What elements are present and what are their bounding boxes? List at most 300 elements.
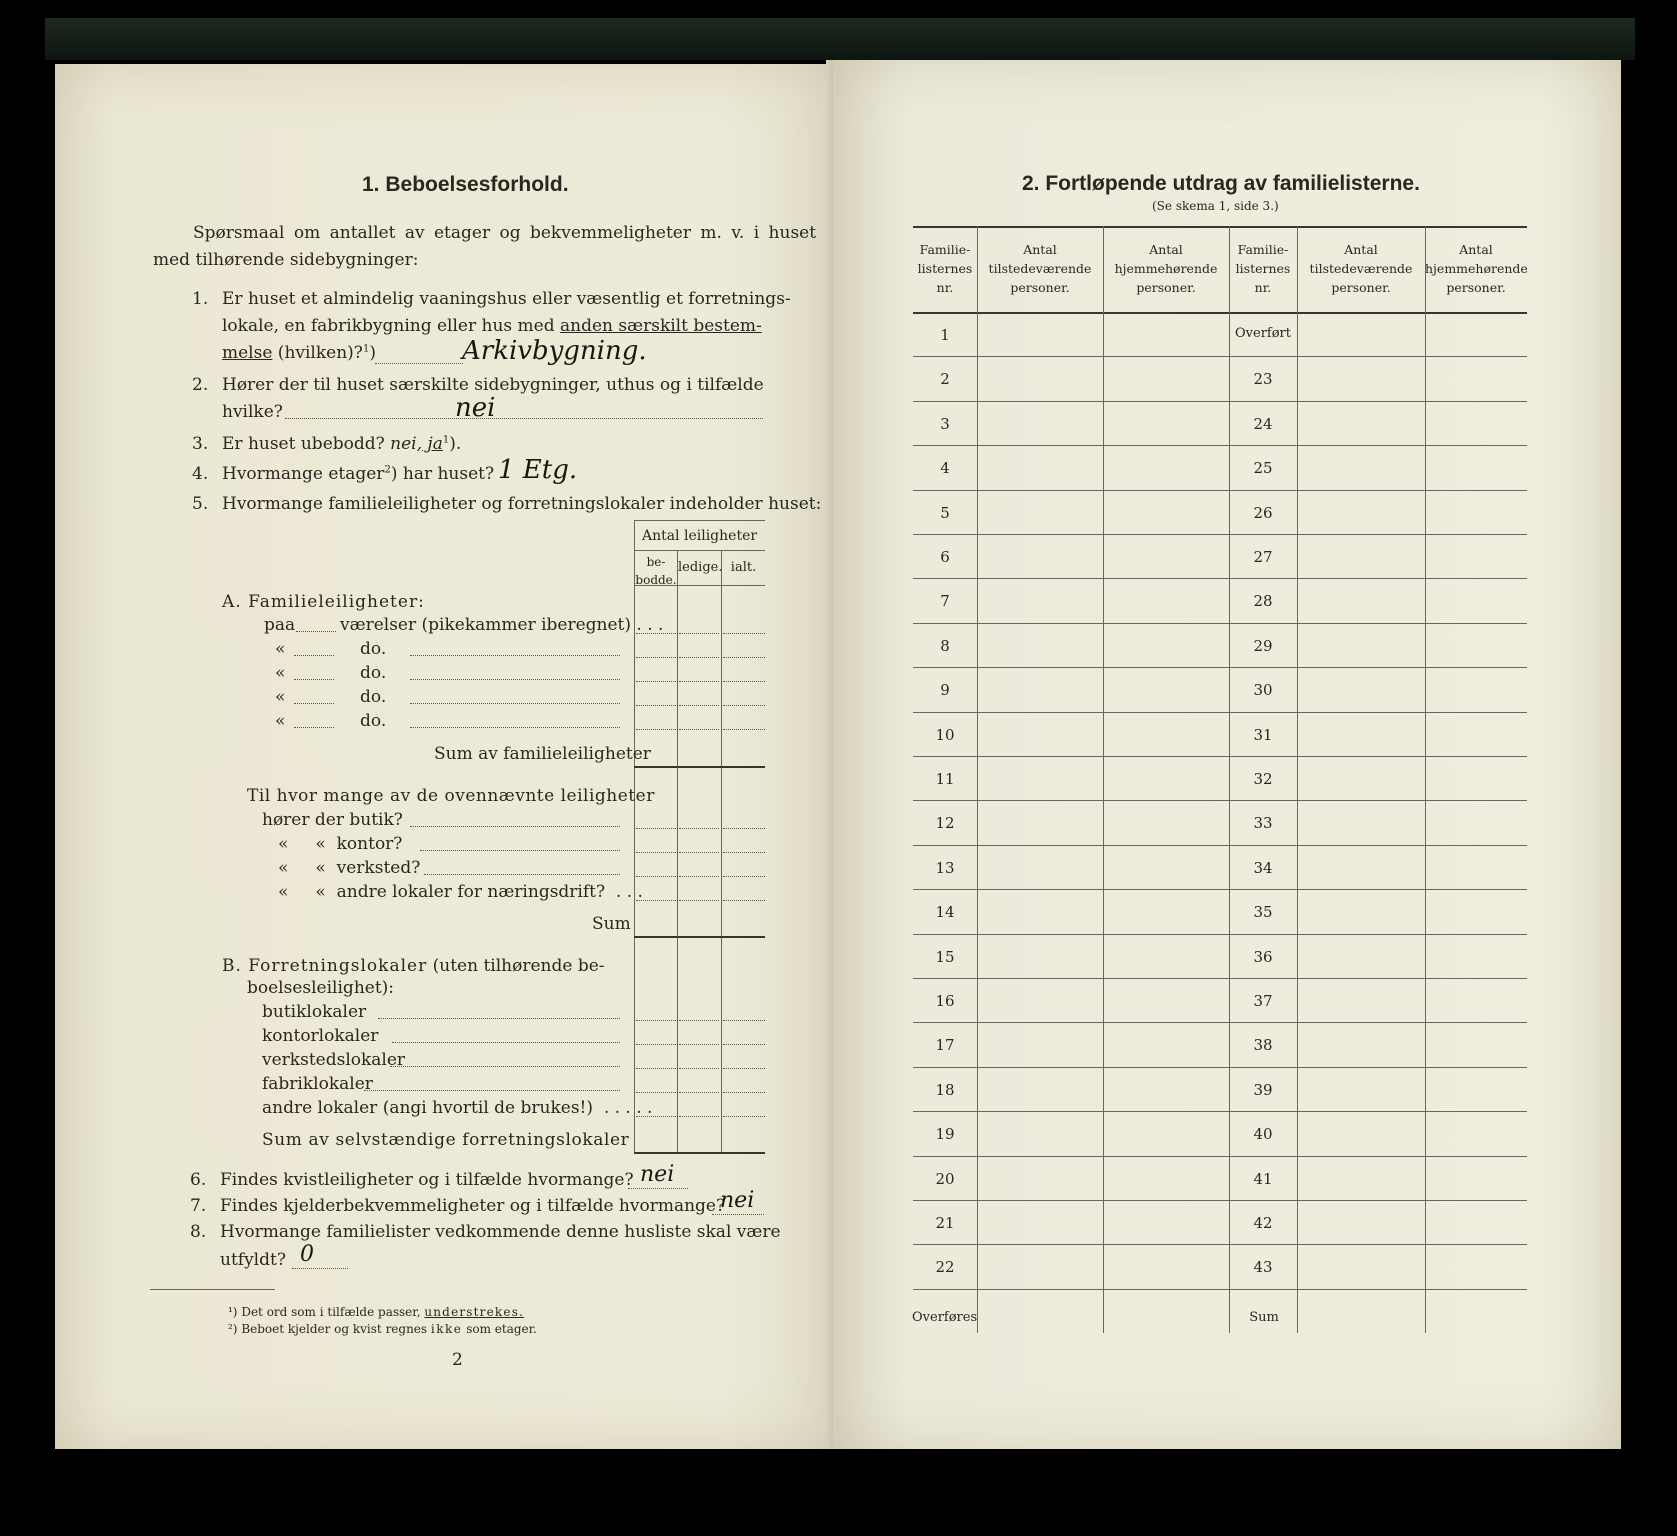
q8-number: 8.	[190, 1222, 207, 1242]
partA-title: A. Familieleiligheter:	[222, 592, 425, 612]
shop-row-leader	[424, 874, 620, 875]
fam-left-home-cell[interactable]	[1105, 1204, 1227, 1240]
partA-sum: Sum av familieleiligheter	[434, 744, 651, 764]
partA-row-text: do.	[360, 663, 387, 683]
q2-answer-line	[285, 418, 763, 419]
footnote-2-emphasis: ikke	[430, 1322, 463, 1336]
shop-row-text: hører der butik?	[262, 810, 403, 830]
fam-left-home-cell[interactable]	[1105, 538, 1227, 574]
leil-group-header: Antal leiligheter	[641, 528, 758, 544]
scan-top-edge	[45, 18, 1635, 60]
partB-cell[interactable]	[636, 1044, 676, 1045]
shop-cell[interactable]	[679, 828, 719, 829]
fam-right-number: 39	[1253, 1080, 1273, 1099]
fam-left-present-cell[interactable]	[979, 1026, 1101, 1062]
partB-cell[interactable]	[679, 1116, 719, 1117]
partA-row-prefix: «	[275, 639, 286, 659]
fam-left-present-cell[interactable]	[979, 671, 1101, 707]
shop-cell[interactable]	[679, 900, 719, 901]
fam-right-number: 28	[1253, 592, 1273, 611]
shop-cell[interactable]	[636, 828, 676, 829]
fam-left-number: 6	[940, 548, 950, 566]
q3-sup: 1	[442, 434, 450, 446]
fam-row-divider	[913, 845, 1527, 846]
leil-table-top	[634, 520, 765, 521]
partB-cell[interactable]	[636, 1020, 676, 1021]
fam-right-number: 30	[1253, 681, 1273, 700]
q1-answer[interactable]: Arkivbygning.	[462, 336, 647, 366]
footnote-rule	[150, 1289, 275, 1290]
fam-left-home-cell[interactable]	[1105, 1160, 1227, 1196]
partB-cell[interactable]	[723, 1116, 765, 1117]
fam-col-divider	[977, 226, 978, 1333]
fam-left-home-cell[interactable]	[1105, 360, 1227, 396]
fam-left-home-cell[interactable]	[1105, 671, 1227, 707]
fam-right-home-cell[interactable]	[1427, 849, 1525, 885]
q7-text: Findes kjelderbekvemmeligheter og i tilfælde hvormange?	[220, 1196, 726, 1216]
fam-left-home-cell[interactable]	[1105, 849, 1227, 885]
fam-row-divider	[913, 623, 1527, 624]
q3-option-nei[interactable]: nei,	[390, 434, 423, 454]
partB-row-leader	[364, 1090, 620, 1091]
shop-row-leader	[420, 850, 620, 851]
partA-row-text: do.	[360, 687, 387, 707]
partA-cell[interactable]	[636, 681, 676, 682]
fam-left-present-cell[interactable]	[979, 804, 1101, 840]
fam-right-present-cell[interactable]	[1299, 405, 1423, 441]
fam-right-home-cell[interactable]	[1427, 494, 1525, 530]
fam-left-number: 16	[935, 992, 955, 1010]
fam-right-home-cell[interactable]	[1427, 671, 1525, 707]
fam-row-divider	[913, 800, 1527, 801]
fam-left-present-cell[interactable]	[979, 449, 1101, 485]
partB-cell[interactable]	[723, 1044, 765, 1045]
q4-text	[222, 464, 494, 484]
fam-left-number: 21	[935, 1214, 955, 1232]
fam-left-number: 20	[935, 1169, 955, 1188]
partA-cell[interactable]	[679, 729, 719, 730]
q1-line2-underlined: anden særskilt bestem-	[560, 316, 762, 336]
fam-left-number: 11	[935, 770, 955, 788]
fam-right-home-cell[interactable]	[1427, 760, 1525, 796]
fam-left-number: 7	[940, 592, 950, 611]
shop-cell[interactable]	[679, 876, 719, 877]
fam-row-divider	[913, 1200, 1527, 1201]
footnote-1-emphasis: understrekes.	[424, 1305, 525, 1319]
fam-row-divider	[913, 1067, 1527, 1068]
fam-left-number: 18	[935, 1080, 955, 1099]
fam-right-number: 35	[1253, 903, 1273, 922]
partA-cell[interactable]	[723, 729, 765, 730]
partA-rooms-field[interactable]	[296, 631, 336, 632]
partA-row-prefix: «	[275, 663, 286, 683]
fam-right-present-cell[interactable]	[1299, 1204, 1423, 1240]
fam-left-home-cell[interactable]	[1105, 627, 1227, 663]
fam-left-present-cell[interactable]	[979, 1115, 1101, 1151]
fam-right-number: 38	[1253, 1036, 1273, 1055]
fam-right-home-cell[interactable]	[1427, 1160, 1525, 1196]
fam-left-number: 22	[935, 1258, 955, 1277]
fam-left-present-cell[interactable]	[979, 316, 1101, 352]
fam-right-number: 37	[1253, 992, 1273, 1010]
partB-row-text: verkstedslokaler	[262, 1050, 406, 1070]
shop-cell[interactable]	[723, 828, 765, 829]
fam-right-present-cell[interactable]	[1299, 538, 1423, 574]
fam-table-top	[913, 226, 1527, 228]
fam-row-divider	[913, 934, 1527, 935]
fam-left-present-cell[interactable]	[979, 582, 1101, 618]
section2-subtitle: (Se skema 1, side 3.)	[1152, 199, 1279, 213]
q6-number: 6.	[190, 1170, 207, 1190]
partB-row-text: kontorlokaler	[262, 1026, 379, 1046]
partA-cell[interactable]	[679, 657, 719, 658]
q8-line1: Hvormange familielister vedkommende denne husliste skal være	[220, 1222, 781, 1242]
q6-answer-line	[628, 1188, 688, 1189]
fam-col-divider	[1297, 226, 1298, 1333]
partA-row-leader	[410, 703, 620, 704]
fam-right-home-cell[interactable]	[1427, 1248, 1525, 1284]
q4-sup: 2	[384, 464, 391, 476]
q2-line2: hvilke?	[222, 402, 283, 422]
q6-text: Findes kvistleiligheter og i tilfælde hvormange?	[220, 1170, 634, 1190]
fam-left-present-cell[interactable]	[979, 627, 1101, 663]
fam-left-home-cell[interactable]	[1105, 938, 1227, 974]
fam-left-number: 1	[940, 326, 950, 344]
partA-cell[interactable]	[636, 729, 676, 730]
partB-row-leader	[378, 1018, 620, 1019]
shop-cell[interactable]	[636, 876, 676, 877]
partA-cell[interactable]	[636, 633, 676, 634]
partA-row-leader	[410, 727, 620, 728]
fam-left-present-cell[interactable]	[979, 1160, 1101, 1196]
shop-row-text: « « andre lokaler for næringsdrift? . . .	[278, 882, 643, 902]
fam-left-home-cell[interactable]	[1105, 1115, 1227, 1151]
q2-answer[interactable]: nei	[455, 393, 496, 423]
fam-right-present-cell[interactable]	[1299, 938, 1423, 974]
fam-left-present-cell[interactable]	[979, 1071, 1101, 1107]
partA-cell[interactable]	[679, 633, 719, 634]
q1-answer-line	[375, 363, 463, 364]
shop-cell[interactable]	[636, 852, 676, 853]
partB-cell[interactable]	[636, 1068, 676, 1069]
q3-option-ja[interactable]: ja	[422, 434, 443, 454]
fam-right-number: 32	[1253, 770, 1273, 788]
fam-left-home-cell[interactable]	[1105, 1248, 1227, 1284]
q6-answer[interactable]: nei	[640, 1162, 675, 1187]
q3-text	[222, 434, 461, 454]
fam-right-present-cell[interactable]	[1299, 760, 1423, 796]
shop-cell[interactable]	[723, 876, 765, 877]
partA-row-prefix: «	[275, 687, 286, 707]
q8-line2: utfyldt?	[220, 1250, 286, 1270]
partA-row-leader	[410, 679, 620, 680]
fam-right-home-cell[interactable]	[1427, 582, 1525, 618]
fam-footer-sum: Sum	[1249, 1310, 1279, 1325]
fam-right-home-cell[interactable]	[1427, 627, 1525, 663]
partA-rooms-field[interactable]	[294, 727, 334, 728]
fam-right-number: 43	[1253, 1258, 1273, 1277]
fam-left-present-cell[interactable]	[979, 1204, 1101, 1240]
partB-cell[interactable]	[723, 1020, 765, 1021]
partB-row-leader	[390, 1066, 620, 1067]
partA-row-text: do.	[360, 711, 387, 731]
q1-line3-underlined: melse	[222, 343, 273, 363]
partA-row-leader	[410, 655, 620, 656]
partB-cell[interactable]	[723, 1092, 765, 1093]
fam-right-home-cell[interactable]	[1427, 316, 1525, 352]
fam-right-present-cell[interactable]	[1299, 716, 1423, 752]
fam-right-home-cell[interactable]	[1427, 982, 1525, 1018]
fam-left-present-cell[interactable]	[979, 1248, 1101, 1284]
fam-left-number: 10	[935, 725, 955, 744]
fam-header-cell: Antal tilstedeværende personer.	[1309, 242, 1413, 295]
footnote-2	[228, 1322, 537, 1336]
partA-cell[interactable]	[679, 705, 719, 706]
fam-right-present-cell[interactable]	[1299, 360, 1423, 396]
fam-right-present-cell[interactable]	[1299, 316, 1423, 352]
fam-right-present-cell[interactable]	[1299, 1160, 1423, 1196]
fam-right-home-cell[interactable]	[1427, 405, 1525, 441]
fam-left-present-cell[interactable]	[979, 405, 1101, 441]
q5-text: Hvormange familieleiligheter og forretningslokaler indeholder huset:	[222, 494, 822, 514]
shop-sum-line	[634, 936, 765, 938]
leil-header-sep	[634, 550, 765, 551]
fam-header-cell: Antal tilstedeværende personer.	[988, 242, 1092, 295]
fam-left-present-cell[interactable]	[979, 360, 1101, 396]
shop-cell[interactable]	[723, 900, 765, 901]
partB-cell[interactable]	[636, 1116, 676, 1117]
partB-title-a: B. Forretningslokaler	[222, 956, 428, 976]
fam-right-present-cell[interactable]	[1299, 1071, 1423, 1107]
fam-right-number: 27	[1253, 548, 1273, 566]
fam-right-present-cell[interactable]	[1299, 494, 1423, 530]
partB-title-c: boelsesleilighet):	[247, 978, 395, 998]
q1-line3	[222, 343, 376, 363]
fam-left-home-cell[interactable]	[1105, 494, 1227, 530]
q4-number: 4.	[192, 464, 209, 484]
partB-cell[interactable]	[636, 1092, 676, 1093]
fam-right-present-cell[interactable]	[1299, 804, 1423, 840]
fam-left-home-cell[interactable]	[1105, 405, 1227, 441]
leil-vline-3	[721, 550, 722, 1152]
fam-right-number: 33	[1253, 814, 1273, 833]
fam-right-present-cell[interactable]	[1299, 449, 1423, 485]
page-number: 2	[452, 1350, 463, 1370]
fam-left-present-cell[interactable]	[979, 716, 1101, 752]
partA-rooms-field[interactable]	[294, 703, 334, 704]
fam-left-home-cell[interactable]	[1105, 804, 1227, 840]
fam-left-number: 14	[935, 903, 955, 922]
fam-right-number: Overført	[1235, 326, 1291, 341]
shop-cell[interactable]	[723, 852, 765, 853]
fam-left-present-cell[interactable]	[979, 760, 1101, 796]
fam-right-present-cell[interactable]	[1299, 1115, 1423, 1151]
q4-text-b: ) har huset?	[390, 464, 495, 484]
q3-number: 3.	[192, 434, 209, 454]
fam-row-divider	[913, 1022, 1527, 1023]
fam-right-present-cell[interactable]	[1299, 582, 1423, 618]
fam-row-divider	[913, 1244, 1527, 1245]
fam-left-present-cell[interactable]	[979, 938, 1101, 974]
fam-left-number: 3	[940, 414, 950, 433]
fam-header-cell: Familie- listernes nr.	[917, 242, 973, 295]
partB-row-text: andre lokaler (angi hvortil de brukes!) . . . . .	[262, 1098, 653, 1118]
fam-left-home-cell[interactable]	[1105, 449, 1227, 485]
partA-cell[interactable]	[679, 681, 719, 682]
partB-cell[interactable]	[679, 1044, 719, 1045]
fam-right-home-cell[interactable]	[1427, 938, 1525, 974]
partA-cell[interactable]	[723, 633, 765, 634]
shop-cell[interactable]	[636, 900, 676, 901]
fam-row-divider	[913, 712, 1527, 713]
fam-right-number: 26	[1253, 503, 1273, 522]
fam-row-divider	[913, 978, 1527, 979]
fam-left-present-cell[interactable]	[979, 494, 1101, 530]
q3-text-b: ).	[449, 434, 462, 454]
partB-title	[222, 956, 605, 976]
partA-cell[interactable]	[636, 705, 676, 706]
leil-vline-2	[677, 550, 678, 1152]
q1-number: 1.	[192, 289, 209, 309]
intro-line1: Spørsmaal om antallet av etager og bekvemmeligheter m. v. i huset	[193, 223, 817, 243]
fam-row-divider	[913, 1111, 1527, 1112]
fam-left-number: 13	[935, 858, 955, 877]
footnote-1-mark: ¹)	[228, 1305, 238, 1319]
fam-row-divider	[913, 534, 1527, 535]
q3-text-a: Er huset ubebodd?	[222, 434, 391, 454]
shop-sum: Sum	[592, 914, 631, 934]
q2-number: 2.	[192, 375, 209, 395]
fam-right-home-cell[interactable]	[1427, 1204, 1525, 1240]
fam-right-home-cell[interactable]	[1427, 1071, 1525, 1107]
fam-left-home-cell[interactable]	[1105, 982, 1227, 1018]
fam-right-home-cell[interactable]	[1427, 538, 1525, 574]
section1-title: 1. Beboelsesforhold.	[362, 173, 569, 196]
fam-row-divider	[913, 1156, 1527, 1157]
partA-rooms-field[interactable]	[294, 655, 334, 656]
fam-left-home-cell[interactable]	[1105, 716, 1227, 752]
partB-row-text: fabriklokaler	[262, 1074, 373, 1094]
fam-right-present-cell[interactable]	[1299, 627, 1423, 663]
fam-right-home-cell[interactable]	[1427, 804, 1525, 840]
shop-row-text: « « kontor?	[278, 834, 403, 854]
fam-left-home-cell[interactable]	[1105, 316, 1227, 352]
q1-sup: 1	[362, 343, 370, 355]
fam-row-divider	[913, 756, 1527, 757]
fam-left-number: 5	[940, 503, 950, 522]
fam-right-number: 34	[1253, 858, 1273, 877]
q8-answer[interactable]: 0	[300, 1242, 314, 1267]
q5-number: 5.	[192, 494, 209, 514]
partA-cell[interactable]	[723, 681, 765, 682]
fam-left-present-cell[interactable]	[979, 982, 1101, 1018]
fam-col-divider	[1103, 226, 1104, 1333]
fam-right-number: 29	[1253, 636, 1273, 655]
fam-right-present-cell[interactable]	[1299, 671, 1423, 707]
fam-right-home-cell[interactable]	[1427, 449, 1525, 485]
fam-right-home-cell[interactable]	[1427, 716, 1525, 752]
fam-left-present-cell[interactable]	[979, 893, 1101, 929]
fam-right-number: 24	[1253, 414, 1273, 433]
partB-title-b: (uten tilhørende be-	[427, 956, 605, 976]
footnote-1	[228, 1305, 524, 1319]
fam-header-cell: Antal hjemmehørende personer.	[1425, 242, 1528, 295]
fam-left-present-cell[interactable]	[979, 538, 1101, 574]
footnote-2-text2: som etager.	[462, 1322, 537, 1336]
fam-left-number: 8	[940, 636, 950, 655]
fam-right-present-cell[interactable]	[1299, 893, 1423, 929]
partB-cell[interactable]	[679, 1020, 719, 1021]
fam-right-number: 31	[1253, 725, 1273, 744]
fam-header-bottom	[913, 312, 1527, 314]
fam-right-number: 41	[1253, 1169, 1273, 1188]
partA-cell[interactable]	[723, 705, 765, 706]
fam-left-home-cell[interactable]	[1105, 1071, 1227, 1107]
shop-cell[interactable]	[679, 852, 719, 853]
fam-header-cell: Antal hjemmehørende personer.	[1114, 242, 1218, 295]
fam-right-present-cell[interactable]	[1299, 1026, 1423, 1062]
fam-left-home-cell[interactable]	[1105, 1026, 1227, 1062]
partB-row-leader	[392, 1042, 620, 1043]
fam-row-divider	[913, 1289, 1527, 1290]
fam-right-number: 36	[1253, 947, 1273, 966]
fam-left-present-cell[interactable]	[979, 849, 1101, 885]
partA-cell[interactable]	[723, 657, 765, 658]
fam-left-number: 19	[935, 1125, 955, 1144]
q1-line3-c: )	[369, 343, 376, 363]
partA-row-text: værelser (pikekammer iberegnet) . . .	[340, 615, 664, 635]
fam-right-present-cell[interactable]	[1299, 849, 1423, 885]
fam-right-present-cell[interactable]	[1299, 1248, 1423, 1284]
fam-right-home-cell[interactable]	[1427, 1026, 1525, 1062]
partB-cell[interactable]	[723, 1068, 765, 1069]
partA-row-text: do.	[360, 639, 387, 659]
fam-left-number: 17	[935, 1036, 955, 1055]
fam-header-cell: Familie- listernes nr.	[1235, 242, 1291, 295]
fam-right-home-cell[interactable]	[1427, 893, 1525, 929]
fam-col-divider	[1425, 226, 1426, 1333]
fam-right-number: 40	[1253, 1125, 1273, 1144]
partA-sum-line	[634, 766, 765, 768]
fam-left-home-cell[interactable]	[1105, 893, 1227, 929]
partB-cell[interactable]	[679, 1092, 719, 1093]
q7-answer[interactable]: nei	[720, 1188, 755, 1213]
fam-right-number: 42	[1253, 1214, 1273, 1232]
fam-row-divider	[913, 445, 1527, 446]
partA-row-prefix: «	[275, 711, 286, 731]
partA-rooms-field[interactable]	[294, 679, 334, 680]
section2-title: 2. Fortløpende utdrag av familielisterne.	[1022, 172, 1420, 195]
fam-left-number: 15	[935, 947, 955, 966]
fam-row-divider	[913, 667, 1527, 668]
partB-row-text: butiklokaler	[262, 1002, 367, 1022]
fam-left-home-cell[interactable]	[1105, 582, 1227, 618]
partB-sum: Sum av selvstændige forretningslokaler	[262, 1130, 630, 1150]
fam-right-home-cell[interactable]	[1427, 1115, 1525, 1151]
partB-sum-line	[634, 1152, 765, 1154]
q4-text-a: Hvormange etager	[222, 464, 385, 484]
fam-row-divider	[913, 578, 1527, 579]
partB-cell[interactable]	[679, 1068, 719, 1069]
fam-footer-overfores: Overføres	[912, 1310, 978, 1325]
fam-right-present-cell[interactable]	[1299, 982, 1423, 1018]
partA-row-prefix: paa	[264, 615, 296, 635]
q4-answer[interactable]: 1 Etg.	[498, 455, 578, 485]
partA-cell[interactable]	[636, 657, 676, 658]
fam-left-home-cell[interactable]	[1105, 760, 1227, 796]
footnote-2-mark: ²)	[228, 1322, 238, 1336]
fam-right-home-cell[interactable]	[1427, 360, 1525, 396]
